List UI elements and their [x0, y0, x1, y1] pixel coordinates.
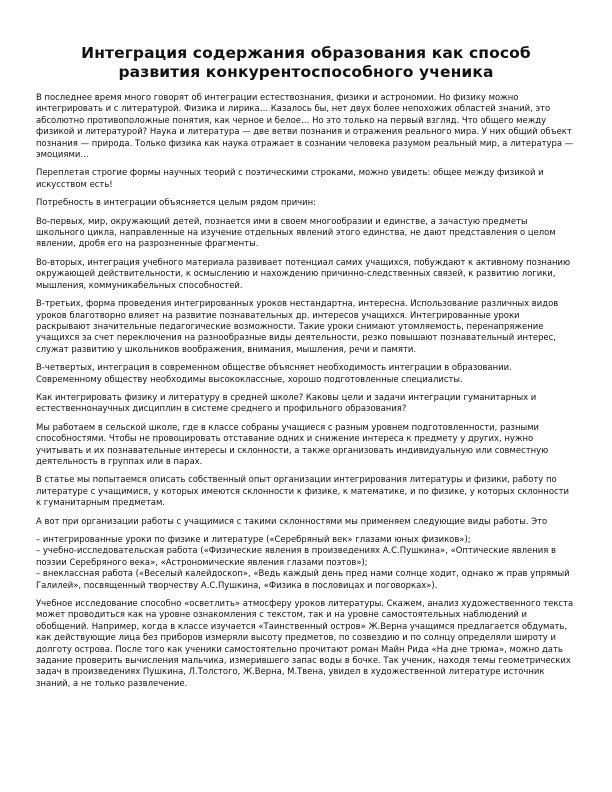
title-line-1: Интеграция содержания образования как способ: [81, 44, 531, 62]
title-line-2: развития конкурентоспособного ученика: [118, 63, 494, 81]
paragraph-final: Учебное исследование способно «осветлить» атмосферу уроков литературы. Скажем, анализ художественного текста может проводиться как на уровне ознакомления с текстом, так и на уровне самостоятельных наблюдений и обобщений. Например, когда в классе изучается «Таинственный остров» Ж.Верна учащимся предлагается обдумать, как действующие лица без приборов измеряли высоту предметов, по созвездию и по солнцу определяли широту и долготу острова. После того как ученики самостоятельно прочитают роман Майн Рида «На дне трюма», можно дать задание проверить вычисления мальчика, измерившего запас воды в бочке. Так ученик, находя темы геометрических задач в произведениях Пушкина, Л.Толстого, Ж.Верна, М.Твена, увидел в художественной литературе источник знаний, а не только развлечение.: [36, 598, 574, 688]
paragraph-fourth-reason: В-четвертых, интеграция в современном обществе объясняет необходимость интеграции в образовании. Современному обществу необходимы высококлассные, хорошо подготовленные специалисты.: [36, 362, 512, 384]
paragraph-rural-school: Мы работаем в сельской школе, где в классе собраны учащиеся с разным уровнем подготовленности, разными способностями. Чтобы не провоцировать отставание одних и снижение интереса к предмету у других, нужно учитывать и их познавательные интересы и склонности, а также организовать индивидуальную или совместную деятельность в группах или в парах.: [36, 421, 549, 466]
paragraph-reasons-lead: Потребность в интеграции объясняется целым рядом причин:: [36, 197, 317, 208]
paragraph-work-types-lead: А вот при организации работы с учащимися с такими склонностями мы применяем следующие виды работы. Это: [36, 515, 548, 526]
list-item: – учебно-исследовательская работа («Физические явления в произведениях А.С.Пушкина», «Оптические явления в поэзии Серебряного века», «Астрономические явления глазами поэтов»);: [36, 545, 556, 567]
paragraph-article-aim: В статье мы попытаемся описать собственный опыт организации интегрирования литературы и физики, работу по литературе с учащимися, у которых имеются склонности к физике, к математике, и по физике, у которых склонности к гуманитарным предметам.: [36, 474, 570, 508]
list-item: – интегрированные уроки по физике и литературе («Серебряный век» глазами юных физиков»);: [36, 534, 471, 544]
paragraph-question: Как интегрировать физику и литературу в средней школе? Каковы цели и задачи интеграции гуманитарных и естественнонаучных дисциплин в системе среднего и профильного образования?: [36, 391, 537, 414]
paragraph-intro: В последнее время много говорят об интеграции естествознания, физики и астрономии. Но физику можно интегрировать и с литературой. Физика и лирика… Казалось бы, нет двух более непохожих областей знаний, это абсолютно противоположные понятия, как черное и белое… Но это только на первый взгляд. Что общего между физикой и литературой? Наука и литература — две ветви познания и отражения реального мира. У них общий объект познания — природа. Только физика как наука отражает в сознании человека разумом реальный мир, а литература — эмоциями…: [36, 92, 574, 160]
paragraph-second-reason: Во-вторых, интеграция учебного материала развивает потенциал самих учащихся, побуждают к активному познанию окружающей действительности, к осмыслению и нахождению причинно-следственных связей, к развитию логики, мышления, коммуникабельных способностей.: [36, 256, 571, 290]
paragraph-art-link: Переплетая строгие формы научных теорий с поэтическими строками, можно увидеть: общее между физикой и искусством есть!: [36, 167, 544, 189]
paragraph-first-reason: Во-первых, мир, окружающий детей, познается ими в своем многообразии и единстве, а зачастую предметы школьного цикла, направленные на изучение отдельных явлений этого единства, не дают представления о целом явлении, дробя его на разрозненные фрагменты.: [36, 215, 556, 249]
document-title: [56, 44, 556, 82]
work-types-list: [36, 534, 576, 591]
paragraph-third-reason: В-третьих, форма проведения интегрированных уроков нестандартна, интересна. Использование различных видов уроков благотворно влияет на развитие познавательных др. интересов учащихся. Интегрированные уроки раскрывают значительные педагогические возможности. Такие уроки снимают утомляемость, перенапряжение учащихся за счет переключения на разнообразные виды деятельности, резко повышают познавательный интерес, служат развитию у школьников воображения, внимания, мышления, речи и памяти.: [36, 298, 559, 354]
list-item: – внеклассная работа («Веселый калейдоскоп», «Ведь каждый день пред нами солнце ходит, однако ж прав упрямый Галилей», посвященный творчеству А.С.Пушкина, «Физика в пословицах и поговорках»).: [36, 568, 570, 590]
